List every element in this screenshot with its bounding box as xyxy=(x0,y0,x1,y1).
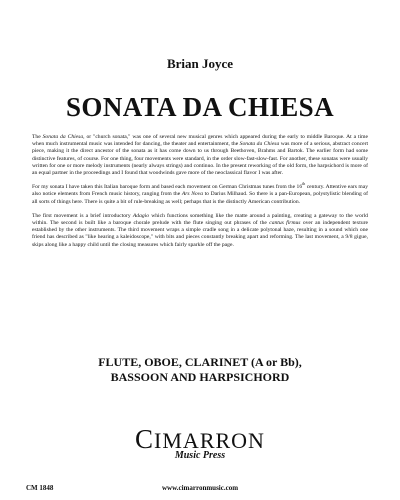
publisher-logo-subtitle: Music Press xyxy=(174,450,226,461)
composer-name: Brian Joyce xyxy=(166,56,234,71)
publisher-logo-wordmark: CIMARRON xyxy=(135,424,265,454)
publisher-website-link[interactable]: www.cimarronmusic.com xyxy=(161,484,239,492)
notes-paragraph-1: The Sonata da Chiesa, or "church sonata," was one of several new musical genres which appeared during the early to middle Baroque. At a time when much instrumental music was intended for dancing, the theater and entertainment, the Sonata da Chiesa was more of a serious, abstract concert piece, making it the direct ancestor of the sonata as it has come down to us through Beethoven, Brahms and Bartok. The earlier form had some distinctive features, of course. For one thing, four movements were standard, in the order slow-fast-slow-fast. For another, these sonatas were usually written for one or more melody instruments (nearly always strings) and continuo. In the present reworking of the old form, the harpsichord is more of an equal partner in the proceedings and I found that woodwinds gave more of the neoclassical flavor I was after. xyxy=(32,134,368,177)
publisher-logo xyxy=(110,424,290,479)
instrumentation-line-2: BASSOON AND HARPSICHORD xyxy=(110,370,290,384)
instrumentation-line-1: FLUTE, OBOE, CLARINET (A or Bb), xyxy=(98,355,302,369)
notes-paragraph-3: The first movement is a brief introductory Adagio which functions something like the matte around a painting, creating a gateway to the world within. The second is built like a baroque chorale prelude with the flute singing out phrases of the cantus firmus over an independent texture established by the other instruments. The third movement wraps a simple cradle song in a delicate polytonal haze, resulting in a sound which one friend has described as "like hearing a kaleidoscope," with bits and pieces constantly breaking apart and reforming. The last movement, a 9/8 gigue, skips along like a happy child until the closing measures which fairly sparkle off the page. xyxy=(32,212,368,248)
instrumentation xyxy=(0,355,400,385)
piece-title: SONATA DA CHIESA xyxy=(66,92,334,122)
program-notes xyxy=(32,134,368,256)
catalog-number: CM 1848 xyxy=(26,484,54,492)
notes-paragraph-2: For my sonata I have taken this Italian baroque form and based each movement on German Christmas tunes from the 16th century. Attentive ears may also notice elements from French music history, ranging from the Ars Nova to Darius Milhaud. So there is a pan-European, polystylistic blending of all sorts of things here. There is quite a bit of rule-breaking as well; perhaps that is the distinctly American contribution. xyxy=(32,181,369,205)
